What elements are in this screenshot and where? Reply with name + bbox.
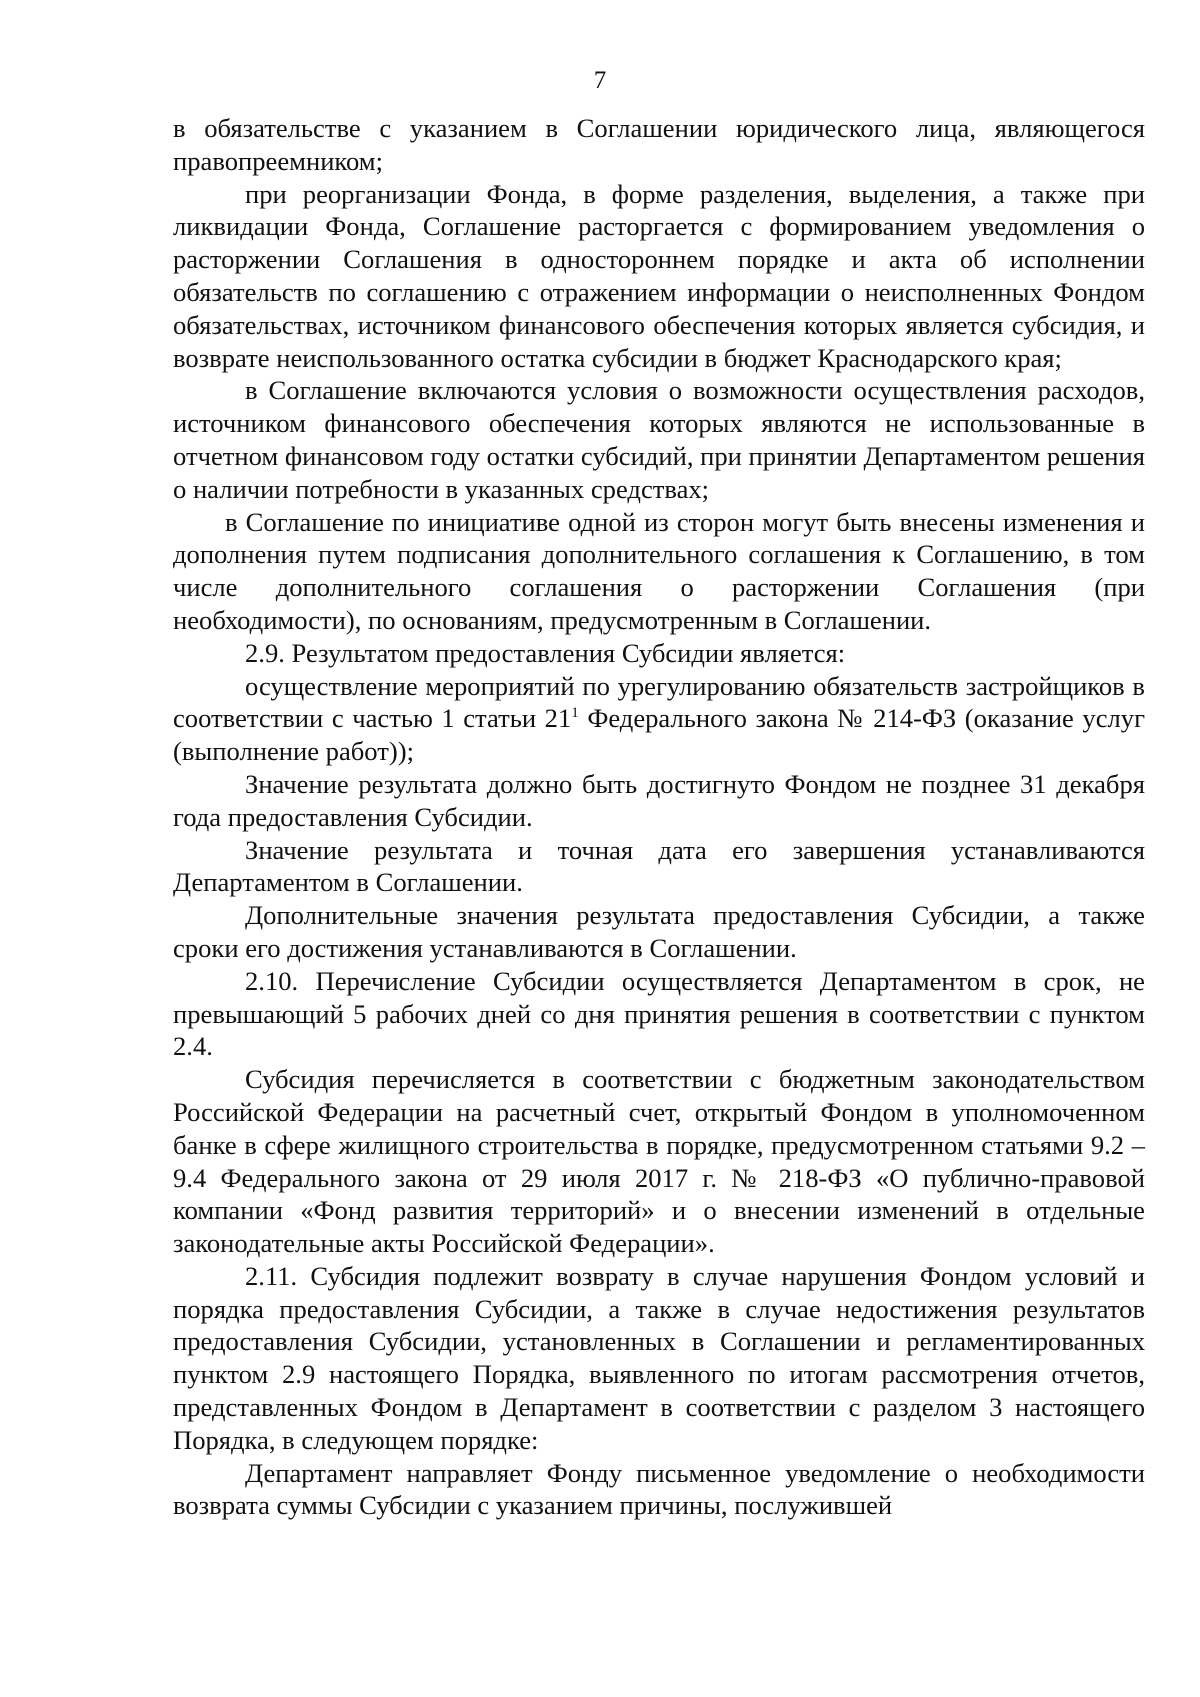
paragraph-text-before: осуществление мероприятий по урегулированию обязательств застройщиков в соответствии с частью 1 статьи 21	[173, 670, 1145, 734]
document-body	[173, 112, 1145, 1522]
paragraph: 2.11. Субсидия подлежит возврату в случае нарушения Фондом условий и порядка предоставления Субсидии, а также в случае недостижения результатов предоставления Субсидии, установленных в Соглашении и регламентированных пунктом 2.9 настоящего Порядка, выявленного по итогам рассмотрения отчетов, представленных Фондом в Департамент в соответствии с разделом 3 настоящего Порядка, в следующем порядке:	[173, 1260, 1145, 1455]
paragraph: в Соглашение включаются условия о возможности осуществления расходов, источником финансового обеспечения которых являются не использованные в отчетном финансовом году остатки субсидий, при принятии Департаментом решения о наличии потребности в указанных средствах;	[173, 375, 1145, 504]
paragraph: Дополнительные значения результата предоставления Субсидии, а также сроки его достижения устанавливаются в Соглашении.	[173, 900, 1145, 963]
paragraph: Значение результата должно быть достигнуто Фондом не позднее 31 декабря года предоставления Субсидии.	[173, 768, 1145, 832]
paragraph-text-after: Федерального закона № 214-ФЗ (оказание услуг (выполнение работ));	[173, 703, 1145, 767]
page-number: 7	[593, 67, 607, 94]
paragraph-with-superscript	[173, 670, 1145, 768]
paragraph: Субсидия перечисляется в соответствии с бюджетным законодательством Российской Федерации на расчетный счет, открытый Фондом в уполномоченном банке в сфере жилищного строительства в порядке, предусмотренном статьями 9.2 – 9.4 Федерального закона от 29 июля 2017 г. № 218-ФЗ «О публично-правовой компании «Фонд развития территорий» и о внесении изменений в отдельные законодательные акты Российской Федерации».	[173, 1064, 1145, 1259]
paragraph: Департамент направляет Фонду письменное уведомление о необходимости возврата суммы Субсидии с указанием причины, послужившей	[173, 1457, 1145, 1521]
paragraph: в Соглашение по инициативе одной из сторон могут быть внесены изменения и дополнения путем подписания дополнительного соглашения к Соглашению, в том числе дополнительного соглашения о расторжении Соглашения (при необходимости), по основаниям, предусмотренным в Соглашении.	[173, 506, 1145, 635]
superscript: 1	[571, 705, 579, 722]
paragraph: 2.10. Перечисление Субсидии осуществляется Департаментом в срок, не превышающий 5 рабочих дней со дня принятия решения в соответствии с пунктом 2.4.	[173, 965, 1145, 1062]
paragraph: при реорганизации Фонда, в форме разделения, выделения, а также при ликвидации Фонда, Соглашение расторгается с формированием уведомления о расторжении Соглашения в одностороннем порядке и акта об исполнении обязательств по соглашению с отражением информации о неисполненных Фондом обязательствах, источником финансового обеспечения которых является субсидия, и возврате неиспользованного остатка субсидии в бюджет Краснодарского края;	[173, 178, 1145, 373]
section-heading-2-9: 2.9. Результатом предоставления Субсидии является:	[245, 637, 846, 668]
paragraph: в обязательстве с указанием в Соглашении юридического лица, являющегося правопреемником;	[173, 113, 1145, 176]
paragraph: Значение результата и точная дата его завершения устанавливаются Департаментом в Соглашении.	[173, 834, 1145, 898]
